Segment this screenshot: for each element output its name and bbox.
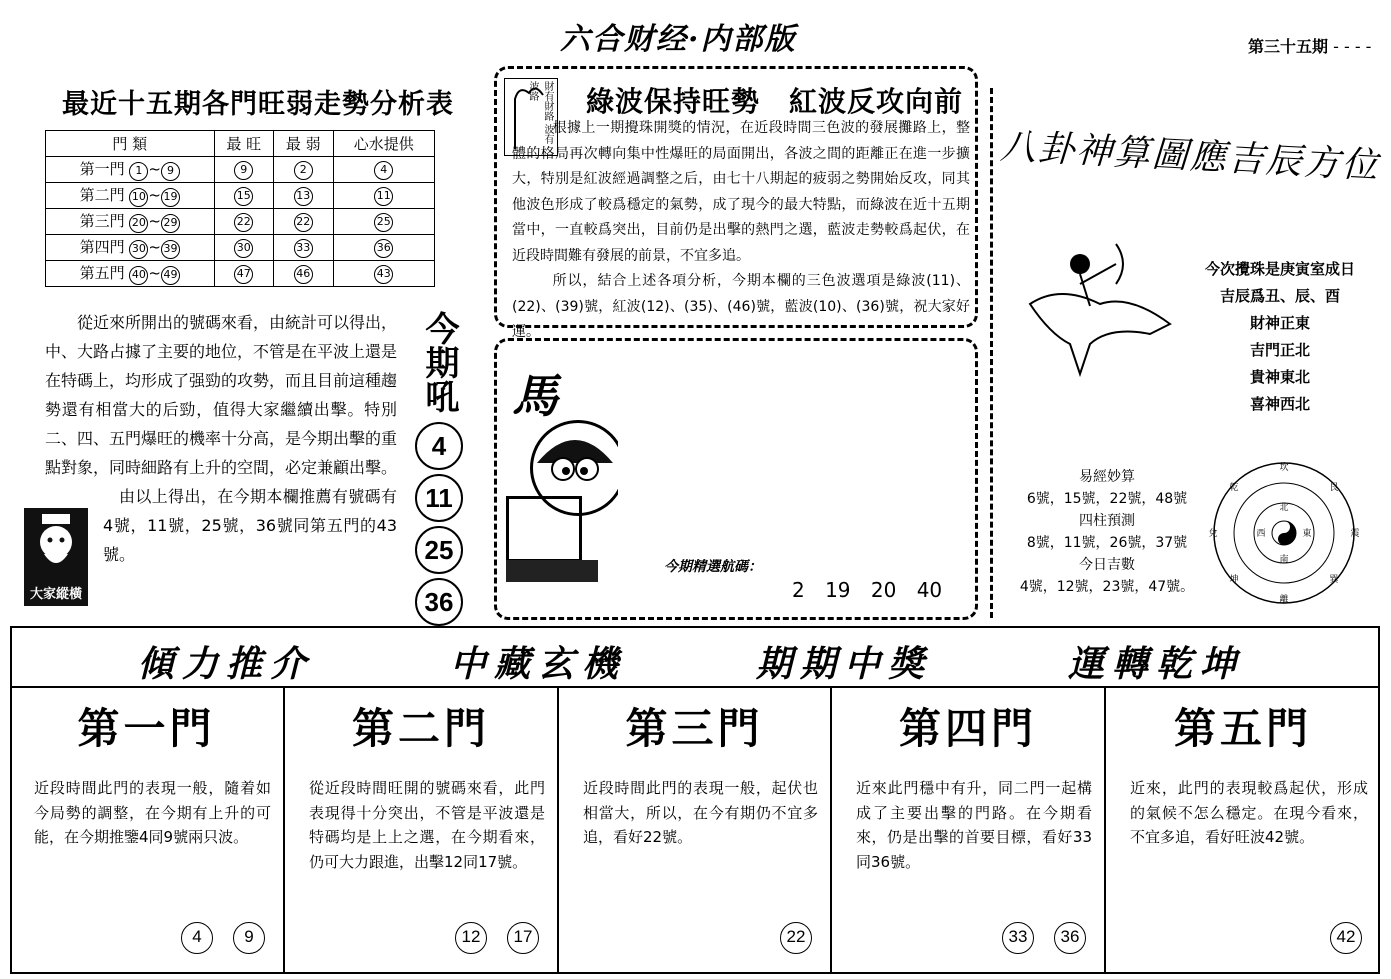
table-row	[46, 183, 435, 209]
trend-table-header	[46, 131, 435, 157]
tip-value: 4	[374, 161, 393, 180]
trigram-label: 震	[1350, 529, 1360, 539]
trend-table-title: 最近十五期各門旺弱走勢分析表	[62, 89, 454, 120]
analysis-text	[45, 308, 397, 569]
gate-range: 第一門 1 ~ 9	[46, 157, 215, 183]
mascot-eyes-icon	[533, 423, 617, 507]
table-row	[46, 209, 435, 235]
max-value: 22	[234, 213, 253, 232]
analysis-conclusion: 由以上得出，在今期本欄推薦有號碼有4號，11號，25號，36號同第五門的43號。	[103, 487, 397, 564]
min-value: 33	[294, 239, 313, 258]
bagua-icon	[1204, 458, 1364, 608]
wave-analysis-paragraph: 根據上一期攪珠開獎的情況，在近段時間三色波的發展攤路上，整體的格局再次轉向集中性爆旺的局面開出，各波之間的距離正在進一步擴大，特別是紅波經過調整之后，由七十八期起的疲弱之勢開始反攻，同其他波色形成了較爲穩定的氣勢，成了現今的最大特點，而綠波在近十五期當中，一直較爲突出，目前仍是出擊的熱門之選，藍波走勢較爲起伏，在近段時間難有發展的前景，不宜多追。	[512, 120, 970, 264]
gate-name: 第三門	[79, 212, 125, 230]
max-cell	[214, 183, 273, 209]
range-end: 29	[161, 214, 180, 233]
trigram-label: 巽	[1329, 575, 1339, 585]
tip-value: 11	[374, 187, 393, 206]
gate-numbers	[760, 922, 812, 954]
gate-card-5	[1106, 686, 1380, 974]
roar-number: 4	[415, 422, 463, 470]
gate-card-3	[559, 686, 832, 974]
header-strongest: 最 旺	[214, 131, 273, 157]
sage-label: 大家縱橫	[29, 587, 82, 602]
gate-title: 第四門	[898, 704, 1037, 753]
gate-text: 近來此門穩中有升，同二門一起構成了主要出擊的門路。在今期看來，仍是出擊的首要目標，看好33同36號。	[856, 779, 1092, 871]
roar-number: 25	[415, 526, 463, 574]
gate-text: 近段時間此門的表現一般，起伏也相當大，所以，在今有期仍不宜多追，看好22號。	[583, 779, 818, 846]
horseman-illustration	[1020, 234, 1180, 384]
roar-title: 今期吼	[419, 311, 459, 413]
gate-title: 第五門	[1173, 704, 1312, 753]
tip-value: 43	[374, 265, 393, 284]
roar-section	[412, 308, 466, 630]
method-name: 今日吉數	[1079, 557, 1135, 573]
almanac-line: 貴神東北	[1249, 368, 1310, 386]
header-category: 門 類	[46, 131, 215, 157]
banner-slogan: 中藏玄機	[450, 643, 627, 685]
tip-cell	[333, 261, 434, 287]
max-value: 15	[234, 187, 253, 206]
range-start: 10	[129, 188, 148, 207]
gate-range: 第四門 30 ~ 39	[46, 235, 215, 261]
gate-number: 33	[1002, 922, 1034, 954]
method-name: 四柱預測	[1079, 513, 1135, 529]
gate-name: 第五門	[79, 264, 125, 282]
trigram-label: 坎	[1279, 463, 1289, 473]
range-end: 19	[161, 188, 180, 207]
range-start: 1	[129, 162, 148, 181]
gate-numbers	[1310, 922, 1362, 954]
analysis-paragraph: 從近來所開出的號碼來看，由統計可以得出，中、大路占據了主要的地位，不管是在平波上還是在特碼上，均形成了强勁的攻勢，而且目前這種趨勢還有相當大的后勁，值得大家繼續出擊。特別二、四、五門爆旺的機率十分高，是今期出擊的重點對象，同時細路有上升的空間，必定兼顧出擊。	[45, 313, 398, 477]
header-tip: 心水提供	[333, 131, 434, 157]
direction-label: 北	[1279, 503, 1289, 513]
gate-range: 第五門 40 ~ 49	[46, 261, 215, 287]
range-end: 39	[161, 240, 180, 259]
banner-slogan: 運轉乾坤	[1068, 643, 1245, 685]
direction-label: 東	[1302, 529, 1312, 539]
table-row	[46, 157, 435, 183]
promo-banner	[10, 632, 1380, 686]
min-value: 22	[294, 213, 313, 232]
min-value: 13	[294, 187, 313, 206]
max-value: 30	[234, 239, 253, 258]
table-row	[46, 235, 435, 261]
direction-label: 南	[1279, 555, 1289, 565]
gate-title: 第二門	[351, 704, 490, 753]
tip-value: 25	[374, 213, 393, 232]
range-start: 30	[129, 240, 148, 259]
issue-number: 第三十五期 - - - -	[1248, 34, 1371, 57]
min-cell	[274, 209, 333, 235]
range-start: 40	[129, 266, 148, 285]
trigram-label: 離	[1279, 595, 1289, 605]
computer-monitor-icon	[506, 496, 582, 562]
max-cell	[214, 261, 273, 287]
roar-number: 11	[415, 474, 463, 522]
gate-range: 第三門 20 ~ 29	[46, 209, 215, 235]
sage-illustration	[24, 508, 88, 606]
method-numbers: 6號，15號，22號，48號	[1026, 491, 1188, 507]
gate-number: 36	[1054, 922, 1086, 954]
min-cell	[274, 261, 333, 287]
tip-cell	[333, 235, 434, 261]
banner-slogan: 傾力推介	[138, 643, 315, 685]
wave-analysis-conclusion: 所以，結合上述各項分析，今期本欄的三色波選項是綠波(11)、(22)、(39)號，紅波(12)、(35)、(46)號，藍波(10)、(36)號，祝大家好運。	[512, 273, 970, 340]
tip-cell	[333, 157, 434, 183]
gate-card-1	[10, 686, 285, 974]
blank-panel	[618, 400, 974, 566]
tip-value: 36	[374, 239, 393, 258]
gate-number: 9	[233, 922, 265, 954]
table-row	[46, 261, 435, 287]
almanac-line: 吉辰爲丑、辰、酉	[1219, 287, 1340, 305]
banner-slogan: 期期中獎	[756, 643, 933, 685]
gate-numbers	[161, 922, 265, 954]
gate-numbers	[982, 922, 1086, 954]
prediction-methods	[1012, 466, 1202, 598]
method-numbers: 8號，11號，26號，37號	[1026, 535, 1188, 551]
min-cell	[274, 183, 333, 209]
gate-number: 12	[455, 922, 487, 954]
archer-on-horse-icon	[1020, 234, 1180, 384]
tip-cell	[333, 209, 434, 235]
bagua-diagram	[1204, 458, 1364, 608]
keyboard-icon	[506, 560, 598, 582]
gate-card-4	[832, 686, 1106, 974]
tree-caption: 財有財路 波有波路	[527, 81, 553, 145]
gate-name: 第四門	[79, 238, 125, 256]
trigram-label: 乾	[1229, 483, 1239, 493]
gate-name: 第二門	[79, 186, 125, 204]
roar-number: 36	[415, 578, 463, 626]
gate-name: 第一門	[79, 160, 125, 178]
gate-title: 第一門	[77, 704, 216, 753]
gate-text: 近來，此門的表現較爲起伏，形成的氣候不怎么穩定。在現今看來，不宜多追，看好旺波42號。	[1130, 779, 1368, 846]
max-value: 47	[234, 265, 253, 284]
page-header-title: 六合财经·内部版	[560, 22, 797, 57]
almanac-line: 喜神西北	[1249, 395, 1310, 413]
right-panel-border	[990, 88, 993, 618]
trigram-label: 坤	[1229, 575, 1239, 585]
almanac-line: 財神正東	[1249, 314, 1310, 332]
trigram-label: 艮	[1329, 483, 1339, 493]
max-cell	[214, 209, 273, 235]
gate-number: 22	[780, 922, 812, 954]
tip-cell	[333, 183, 434, 209]
mascot-word: 馬	[512, 369, 558, 423]
min-cell	[274, 235, 333, 261]
gate-number: 4	[181, 922, 213, 954]
method-name: 易經妙算	[1079, 469, 1135, 485]
bagua-title: 八卦神算圖應吉辰方位	[999, 126, 1381, 187]
direction-label: 西	[1256, 529, 1266, 539]
max-cell	[214, 157, 273, 183]
gate-title: 第三門	[625, 704, 764, 753]
lucky-numbers: 2 19 20 40	[792, 578, 943, 602]
min-cell	[274, 157, 333, 183]
gate-numbers	[435, 922, 539, 954]
min-value: 2	[294, 161, 313, 180]
trend-table	[45, 130, 435, 287]
range-end: 49	[161, 266, 180, 285]
wave-analysis-title: 綠波保持旺勢 紅波反攻向前	[586, 85, 964, 118]
almanac-line: 今次攪珠是庚寅室成日	[1204, 260, 1355, 278]
trigram-label: 兌	[1208, 529, 1218, 539]
wave-analysis-text	[512, 116, 970, 346]
range-end: 9	[161, 162, 180, 181]
almanac-line: 吉門正北	[1249, 341, 1310, 359]
range-start: 20	[129, 214, 148, 233]
max-cell	[214, 235, 273, 261]
gate-number: 42	[1330, 922, 1362, 954]
sage-face-icon	[24, 508, 88, 578]
header-weakest: 最 弱	[274, 131, 333, 157]
method-numbers: 4號，12號，23號，47號。	[1019, 579, 1195, 595]
almanac-list	[1190, 256, 1370, 418]
min-value: 46	[294, 265, 313, 284]
gate-text: 從近段時間旺開的號碼來看，此門表現得十分突出，不管是平波還是特碼均是上上之選，在今期看來，仍可大力跟進，出擊12同17號。	[309, 779, 545, 871]
gate-number: 17	[507, 922, 539, 954]
max-value: 9	[234, 161, 253, 180]
gate-range: 第二門 10 ~ 19	[46, 183, 215, 209]
lucky-number-label: 今期精選航碼：	[664, 559, 762, 575]
gate-text: 近段時間此門的表現一般，隨着如今局勢的調整，在今期有上升的可能，在今期推鑒4同9號兩只波。	[34, 779, 271, 846]
gate-card-2	[285, 686, 559, 974]
